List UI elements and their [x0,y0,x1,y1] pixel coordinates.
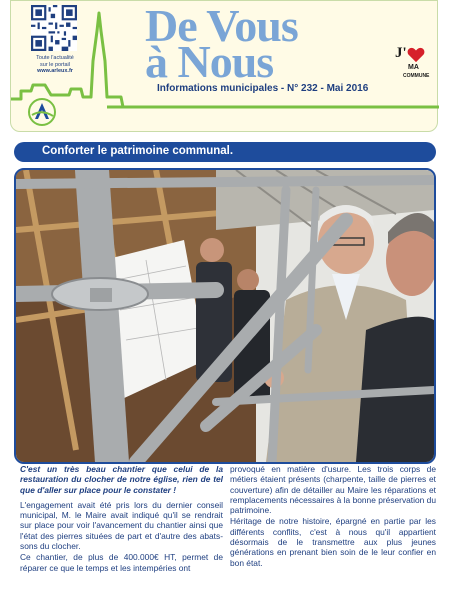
badge-ma: MA [408,64,419,71]
article-paragraph-3: provoqué en matière d'usure. Les trois corps de métiers étaient présents (charpente, taille de pierres et couverture) afin de détailler au Maire les réparations et remplacements nécessaires à la bonne préservation du patrimoine. [230,464,436,516]
love-my-town-badge [395,45,439,85]
article-column-1 [20,464,223,574]
portal-url[interactable]: www.arleux.fr [37,68,73,74]
scaffolding-photo [16,170,434,462]
portal-note-line1: Toute l'actualité [36,55,74,61]
portal-note [25,55,85,75]
article-paragraph-2: Ce chantier, de plus de 400.000€ HT, permet de réparer ce que le temps et les intempéries ont [20,552,223,573]
masthead-title-line1: De Vous [145,0,298,51]
section-banner [14,142,436,162]
issue-subtitle: Informations municipales - N° 232 - Mai 2016 [157,83,369,94]
masthead-title-line2: à Nous [145,36,274,87]
masthead [10,0,438,132]
article-column-2 [230,464,436,569]
article-photo [14,168,436,464]
article-paragraph-1: L'engagement avait été pris lors du dernier conseil municipal, M. le Maire avait indiqué qu'il se rendrait sur place pour voir l'avancement du chantier ainsi que l'état des pierres situées de part et d'autre des abats-sons du clocher. [20,499,223,552]
portal-note-line2: sur le portail [40,61,70,68]
article-paragraph-4: Héritage de notre histoire, épargné en partie par les différents conflits, c'est à nous qu'il appartient désormais de le transmettre aux plus jeunes générations en prenant bien soin de le leur confier en bon état. [230,516,436,568]
heart-icon [407,47,425,63]
section-title: Conforter le patrimoine communal. [42,145,234,157]
town-logo-icon [27,97,57,127]
badge-j: J' [395,45,407,61]
badge-commune: COMMUNE [403,73,430,79]
article-lead: C'est un très beau chantier que celui de la restauration du clocher de notre église, rien de tel que d'aller sur place pour le constater ! [20,464,223,495]
qr-code[interactable] [31,5,77,51]
